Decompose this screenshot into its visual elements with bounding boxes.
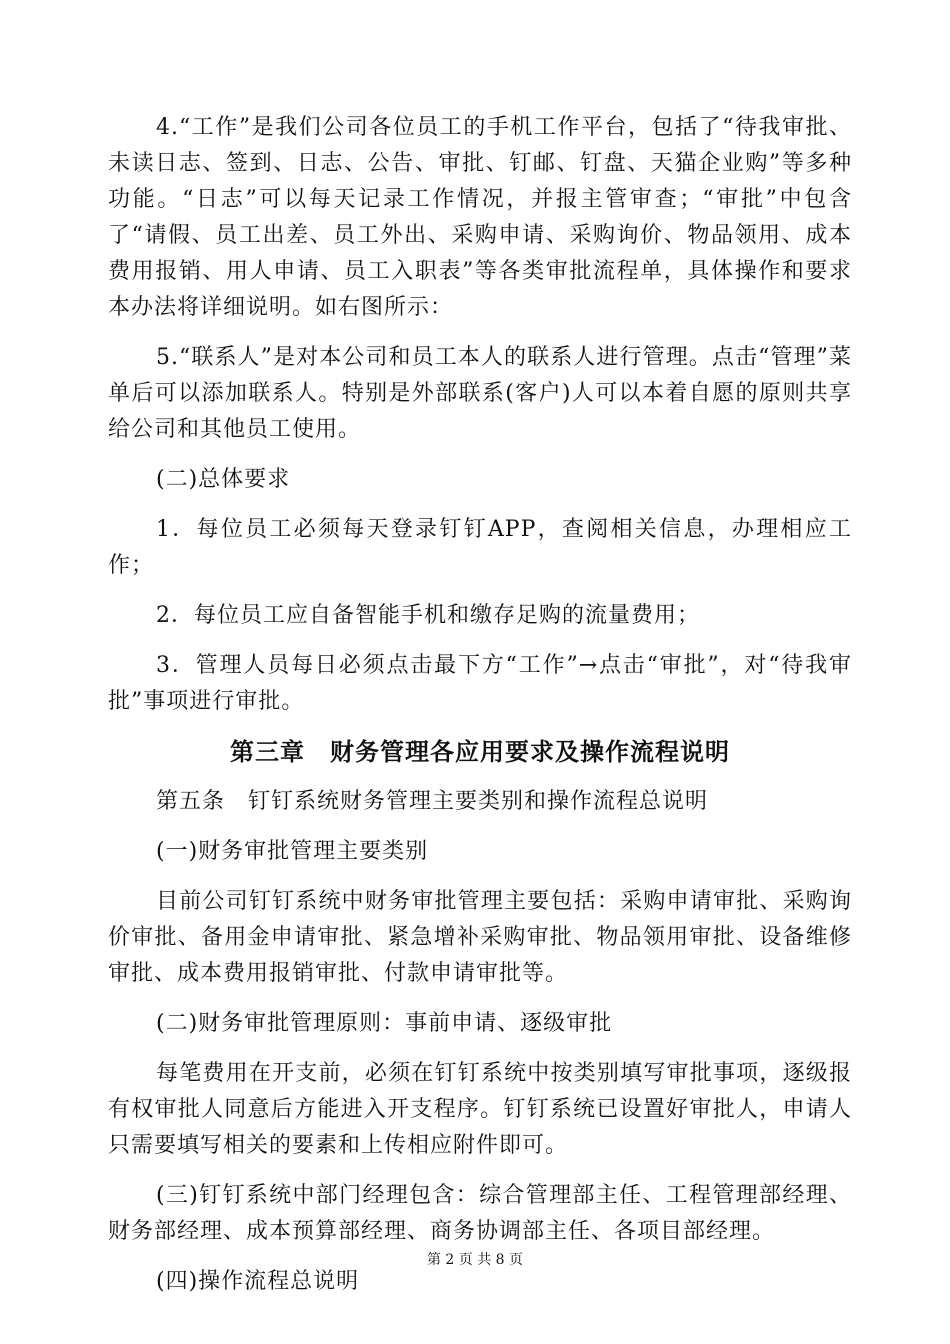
paragraph-work-platform: 4.“工作”是我们公司各位员工的手机工作平台，包括了“待我审批、未读日志、签到、日志、公告、审批、钉邮、钉盘、天猫企业购”等多种功能。“日志”可以每天记录工作情况，并报主管审查；“审批”中包含了“请假、员工出差、员工外出、采购申请、采购询价、物品领用、成本费用报销、用人申请、员工入职表”等各类审批流程单，具体操作和要求本办法将详细说明。如右图所示： xyxy=(108,115,852,320)
section-approval-categories: (一)财务审批管理主要类别 xyxy=(156,839,429,864)
paragraph-contacts: 5.“联系人”是对本公司和员工本人的联系人进行管理。点击“管理”菜单后可以添加联系人。特别是外部联系(客户)人可以本着自愿的原则共享给公司和其他员工使用。 xyxy=(108,345,852,442)
paragraph-approval-principles: 每笔费用在开支前，必须在钉钉系统中按类别填写审批事项，逐级报有权审批人同意后方能进入开支程序。钉钉系统已设置好审批人，申请人只需要填写相关的要素和上传相应附件即可。 xyxy=(108,1061,852,1158)
requirement-item-3: 3．管理人员每日必须点击最下方“工作”→点击“审批”，对“待我审批”事项进行审批。 xyxy=(108,653,852,714)
section-process-overview: (四)操作流程总说明 xyxy=(156,1269,360,1294)
paragraph-approval-categories: 目前公司钉钉系统中财务审批管理主要包括：采购申请审批、采购询价审批、备用金申请审批、紧急增补采购审批、物品领用审批、设备维修审批、成本费用报销审批、付款申请审批等。 xyxy=(108,889,852,986)
section-general-requirements: (二)总体要求 xyxy=(156,467,291,492)
requirement-item-1: 1．每位员工必须每天登录钉钉APP，查阅相关信息，办理相应工作； xyxy=(108,517,852,578)
paragraph-department-managers: (三)钉钉系统中部门经理包含：综合管理部主任、工程管理部经理、财务部经理、成本预算部经理、商务协调部主任、各项目部经理。 xyxy=(108,1183,852,1244)
requirement-item-2: 2．每位员工应自备智能手机和缴存足购的流量费用； xyxy=(156,603,700,628)
document-body xyxy=(108,110,852,1314)
article-title: 第五条 钉钉系统财务管理主要类别和操作流程总说明 xyxy=(156,789,709,814)
section-approval-principles: (二)财务审批管理原则：事前申请、逐级审批 xyxy=(156,1011,613,1036)
page-number-footer: 第 2 页 共 8 页 xyxy=(426,1252,524,1268)
chapter-title: 第三章 财务管理各应用要求及操作流程说明 xyxy=(230,737,730,766)
